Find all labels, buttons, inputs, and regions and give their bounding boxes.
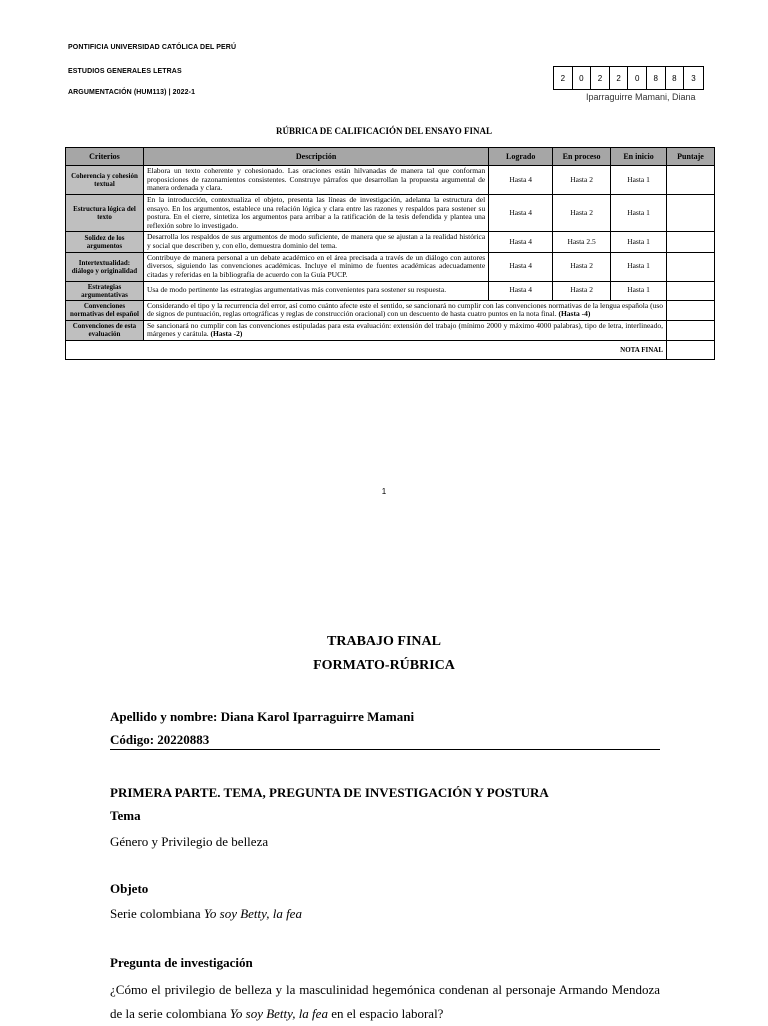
description-cell: Desarrolla los respaldos de sus argumentos de modo suficiente, de manera que se ajustan a la realidad histórica y social que describen y, con ello, demuestra dominio del tema. [143, 232, 488, 252]
student-code-boxes [553, 66, 704, 90]
objeto-title: Yo soy Betty, la fea [203, 906, 302, 921]
objeto-prefix: Serie colombiana [110, 906, 201, 921]
document-subtitle: FORMATO-RÚBRICA [313, 658, 455, 673]
puntaje-cell[interactable] [667, 194, 715, 232]
logrado-cell: Hasta 4 [489, 232, 553, 252]
pregunta-part2: en el espacio laboral? [331, 1006, 444, 1021]
puntaje-cell[interactable] [667, 300, 715, 320]
col-descripcion: Descripción [143, 148, 488, 166]
table-row [66, 252, 715, 281]
pregunta-label: Pregunta de investigación [110, 955, 253, 970]
table-row [66, 281, 715, 300]
col-puntaje: Puntaje [667, 148, 715, 166]
logrado-cell: Hasta 4 [489, 252, 553, 281]
description-cell [143, 320, 666, 340]
code-digit: 8 [666, 67, 685, 89]
final-grade-cell[interactable] [667, 341, 715, 360]
puntaje-cell[interactable] [667, 281, 715, 300]
puntaje-cell[interactable] [667, 166, 715, 195]
col-en-proceso: En proceso [553, 148, 611, 166]
table-row [66, 166, 715, 195]
logrado-cell: Hasta 4 [489, 194, 553, 232]
pregunta-title: Yo soy Betty, la fea [229, 1006, 328, 1021]
description-text: Se sancionará no cumplir con las convenciones estipuladas para esta evaluación: extensión del trabajo (mínimo 2000 y máximo 4000 palabras), tipo de letra, interlineado, márgenes y carátula. [146, 320, 663, 339]
penalty-text: (Hasta -2) [210, 329, 243, 339]
code-digit: 0 [573, 67, 592, 89]
proceso-cell: Hasta 2.5 [553, 232, 611, 252]
pregunta-part1: ¿Cómo el privilegio de belleza y la masculinidad hegemónica condenan al personaje Armando Mendoza de la serie colombiana [110, 982, 660, 1021]
criterion-cell: Estructura lógica del texto [66, 194, 144, 232]
tema-label: Tema [110, 808, 141, 823]
code-digit: 3 [691, 73, 696, 83]
code-digit: 2 [610, 67, 629, 89]
final-grade-label: NOTA FINAL [66, 341, 667, 360]
proceso-cell: Hasta 2 [553, 252, 611, 281]
description-cell: Contribuye de manera personal a un debate académico en el área precisada a través de un diálogo con autores diversos, siguiendo las convenciones académicas. Incluye el mínimo de fuentes académicas adecuadamente citadas y referidas en la bibliografía de acuerdo con la Guía PUCP. [143, 252, 488, 281]
criterion-cell: Convenciones de esta evaluación [66, 320, 144, 340]
penalty-text: (Hasta -4) [558, 309, 591, 319]
university-name: PONTIFICIA UNIVERSIDAD CATÓLICA DEL PERÚ [68, 44, 237, 51]
col-criterios: Criterios [66, 148, 144, 166]
inicio-cell: Hasta 1 [611, 252, 667, 281]
divider-line [110, 749, 660, 750]
inicio-cell: Hasta 1 [611, 166, 667, 195]
proceso-cell: Hasta 2 [553, 281, 611, 300]
description-cell: Usa de modo pertinente las estrategias argumentativas más convenientes para sostener su respuesta. [143, 281, 488, 300]
puntaje-cell[interactable] [667, 232, 715, 252]
student-code-line: Código: 20220883 [110, 732, 210, 747]
tema-value: Género y Privilegio de belleza [110, 834, 269, 849]
code-digit: 8 [647, 67, 666, 89]
code-digit: 2 [591, 67, 610, 89]
student-name-line: Apellido y nombre: Diana Karol Iparraguirre Mamani [110, 709, 415, 724]
objeto-label: Objeto [110, 881, 149, 896]
criterion-cell: Coherencia y cohesión textual [66, 166, 144, 195]
section-heading: PRIMERA PARTE. TEMA, PREGUNTA DE INVESTIGACIÓN Y POSTURA [110, 785, 549, 800]
description-cell [143, 300, 666, 320]
code-digit: 2 [554, 67, 573, 89]
proceso-cell: Hasta 2 [553, 166, 611, 195]
criterion-cell: Estrategias argumentativas [66, 281, 144, 300]
puntaje-cell[interactable] [667, 252, 715, 281]
description-cell: En la introducción, contextualiza el objeto, presenta las líneas de investigación, adelanta la estructura del ensayo. En los argumentos, establece una relación lógica y clara entre las razones y respaldos para sostener su postura. En el cierre, sintetiza los argumentos para arribar a la ratificación de la tesis defendida y plantea una reflexión sobre lo investigado. [143, 194, 488, 232]
final-row [66, 341, 715, 360]
table-row [66, 194, 715, 232]
document-title: TRABAJO FINAL [327, 634, 441, 649]
faculty-name: ESTUDIOS GENERALES LETRAS [68, 68, 182, 75]
logrado-cell: Hasta 4 [489, 281, 553, 300]
col-logrado: Logrado [489, 148, 553, 166]
col-en-inicio: En inicio [611, 148, 667, 166]
criterion-cell: Intertextualidad: diálogo y originalidad [66, 252, 144, 281]
rubric-title: RÚBRICA DE CALIFICACIÓN DEL ENSAYO FINAL [276, 126, 492, 136]
student-name: Iparraguirre Mamani, Diana [586, 92, 696, 102]
description-text: Considerando el tipo y la recurrencia del error, así como cuánto afecte este el sentido, se sancionará no cumplir con las convenciones normativas de la lengua española (uso de signos de puntuación, reglas ortográficas y reglas de construcción oracional) con un descuento de hasta cuatro puntos en la nota final. [146, 300, 663, 319]
logrado-cell: Hasta 4 [489, 166, 553, 195]
inicio-cell: Hasta 1 [611, 232, 667, 252]
criterion-cell: Solidez de los argumentos [66, 232, 144, 252]
inicio-cell: Hasta 1 [611, 194, 667, 232]
objeto-value [110, 906, 302, 922]
description-cell: Elabora un texto coherente y cohesionado. Las oraciones están hilvanadas de manera tal que conforman proposiciones de razonamientos consistentes. Construye párrafos que desarrollan la propuesta argumental de manera ordenada y clara. [143, 166, 488, 195]
table-row [66, 320, 715, 340]
criterion-cell: Convenciones normativas del español [66, 300, 144, 320]
proceso-cell: Hasta 2 [553, 194, 611, 232]
rubric-header-row [66, 148, 715, 166]
rubric-table [65, 147, 715, 360]
table-row [66, 300, 715, 320]
code-digit: 0 [628, 67, 647, 89]
course-name: ARGUMENTACIÓN (HUM113) | 2022-1 [68, 89, 196, 96]
table-row [66, 232, 715, 252]
pregunta-text [110, 978, 660, 1026]
inicio-cell: Hasta 1 [611, 281, 667, 300]
puntaje-cell[interactable] [667, 320, 715, 340]
page-number: 1 [381, 487, 387, 496]
